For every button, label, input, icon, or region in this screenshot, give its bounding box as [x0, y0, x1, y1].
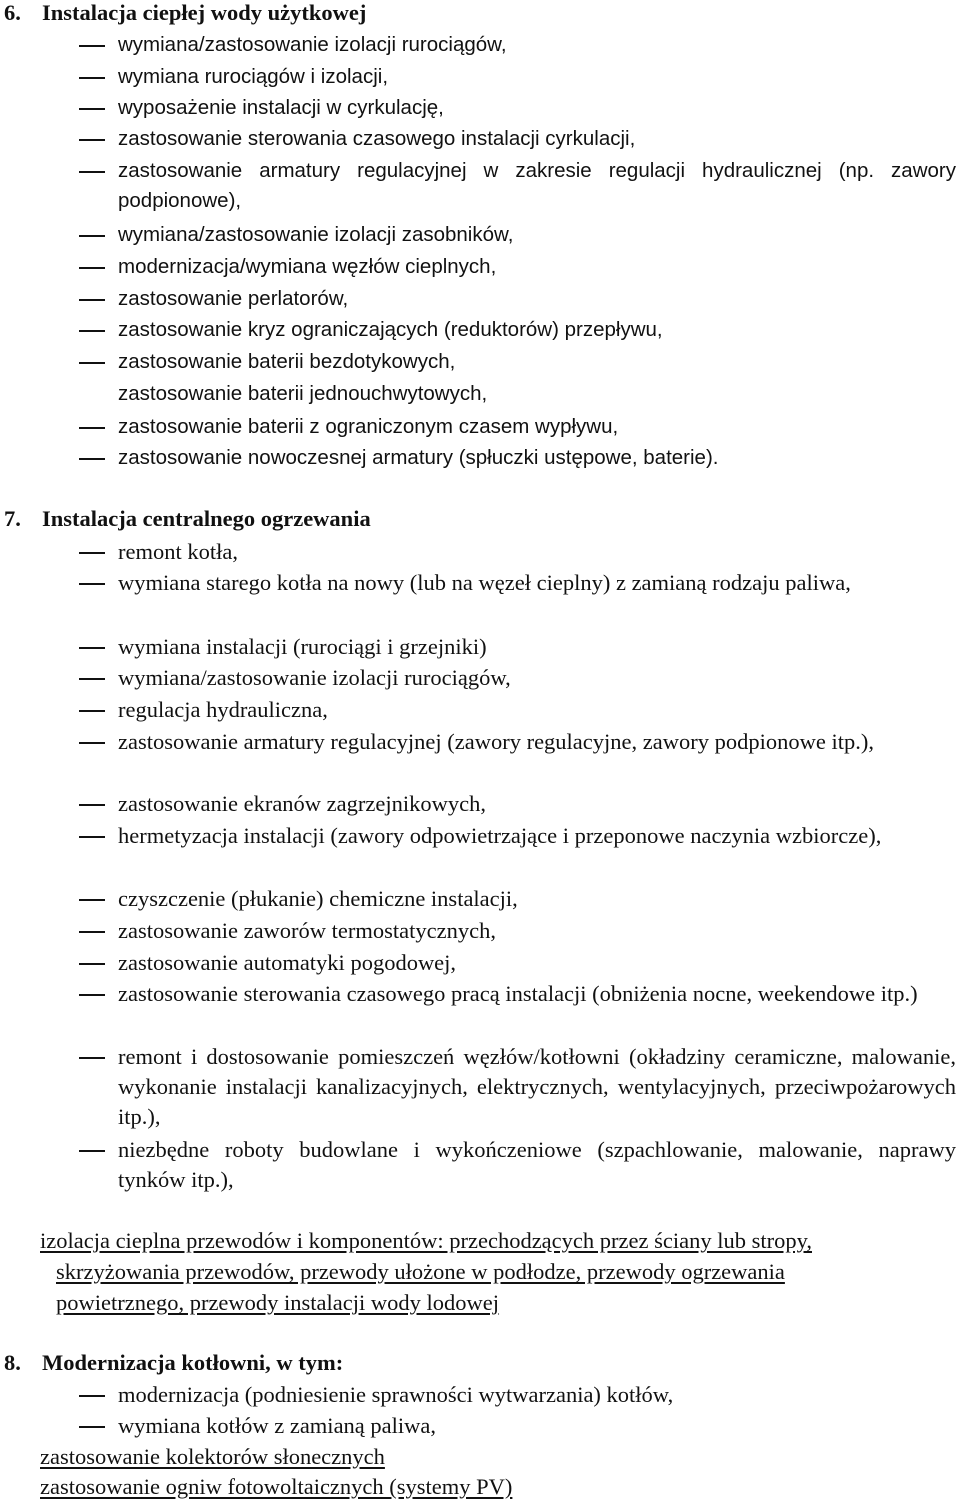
- section-title: Modernizacja kotłowni, w tym:: [42, 1350, 344, 1375]
- list-item: wymiana/zastosowanie izolacji zasobników,: [0, 220, 956, 250]
- list-item: wymiana/zastosowanie izolacji rurociągów,: [0, 663, 956, 693]
- section-7-heading: [0, 504, 371, 534]
- section-number: 7.: [4, 506, 21, 531]
- list-item: zastosowanie nowoczesnej armatury (spłuczki ustępowe, baterie).: [0, 443, 956, 473]
- dash-bullet-icon: [79, 899, 105, 901]
- list-item: wyposażenie instalacji w cyrkulację,: [0, 93, 956, 123]
- dash-bullet-icon: [79, 1057, 105, 1059]
- dash-bullet-icon: [79, 552, 105, 554]
- list-item: wymiana instalacji (rurociągi i grzejniki): [0, 632, 956, 662]
- dash-bullet-icon: [79, 108, 105, 110]
- dash-bullet-icon: [79, 330, 105, 332]
- dash-bullet-icon: [79, 742, 105, 744]
- dash-bullet-icon: [79, 931, 105, 933]
- dash-bullet-icon: [79, 299, 105, 301]
- dash-bullet-icon: [79, 77, 105, 79]
- insulation-note-line-1: izolacja cieplna przewodów i komponentów: przechodzących przez ściany lub stropy,: [40, 1228, 812, 1253]
- dash-bullet-icon: [79, 362, 105, 364]
- list-item: wymiana kotłów z zamianą paliwa,: [0, 1411, 956, 1441]
- extra-line-solar-collectors: zastosowanie kolektorów słonecznych: [40, 1444, 385, 1469]
- list-item: remont kotła,: [0, 537, 956, 567]
- dash-bullet-icon: [79, 1395, 105, 1397]
- list-item: modernizacja/wymiana węzłów cieplnych,: [0, 252, 956, 282]
- dash-bullet-icon: [79, 267, 105, 269]
- dash-bullet-icon: [79, 678, 105, 680]
- list-item: zastosowanie kryz ograniczających (reduktorów) przepływu,: [0, 315, 956, 345]
- dash-bullet-icon: [79, 1150, 105, 1152]
- section-6-heading: [0, 0, 366, 28]
- dash-bullet-icon: [79, 963, 105, 965]
- insulation-note-line-3: powietrznego, przewody instalacji wody lodowej: [56, 1290, 500, 1315]
- list-item: zastosowanie automatyki pogodowej,: [0, 948, 956, 978]
- list-item: wymiana starego kotła na nowy (lub na węzeł cieplny) z zamianą rodzaju paliwa,: [0, 568, 956, 598]
- dash-bullet-icon: [79, 139, 105, 141]
- section-number: 8.: [4, 1350, 21, 1375]
- dash-bullet-icon: [79, 235, 105, 237]
- list-item: zastosowanie baterii bezdotykowych,: [0, 347, 956, 377]
- dash-bullet-icon: [79, 171, 105, 173]
- list-item: zastosowanie perlatorów,: [0, 284, 956, 314]
- dash-bullet-icon: [79, 836, 105, 838]
- list-item: zastosowanie baterii z ograniczonym czasem wypływu,: [0, 412, 956, 442]
- list-item: zastosowanie sterowania czasowego pracą instalacji (obniżenia nocne, weekendowe itp.): [0, 979, 956, 1009]
- list-item: zastosowanie zaworów termostatycznych,: [0, 916, 956, 946]
- dash-bullet-icon: [79, 804, 105, 806]
- section-8-heading: [0, 1348, 343, 1378]
- dash-bullet-icon: [79, 45, 105, 47]
- insulation-note-line-2: skrzyżowania przewodów, przewody ułożone w podłodze, przewody ogrzewania: [56, 1259, 785, 1284]
- dash-bullet-icon: [79, 1426, 105, 1428]
- list-item: zastosowanie baterii jednouchwytowych,: [118, 382, 488, 405]
- section-number: 6.: [4, 0, 21, 25]
- list-item: remont i dostosowanie pomieszczeń węzłów/kotłowni (okładziny ceramiczne, malowanie, wykonanie instalacji kanalizacyjnych, elektrycznych, wentylacyjnych, przeciwpożarowych itp.),: [0, 1042, 956, 1132]
- dash-bullet-icon: [79, 710, 105, 712]
- dash-bullet-icon: [79, 458, 105, 460]
- dash-bullet-icon: [79, 427, 105, 429]
- list-item: wymiana rurociągów i izolacji,: [0, 62, 956, 92]
- dash-bullet-icon: [79, 994, 105, 996]
- extra-line-pv-cells: zastosowanie ogniw fotowoltaicznych (systemy PV): [40, 1474, 513, 1499]
- dash-bullet-icon: [79, 647, 105, 649]
- list-item: regulacja hydrauliczna,: [0, 695, 956, 725]
- list-item: zastosowanie ekranów zagrzejnikowych,: [0, 789, 956, 819]
- list-item: zastosowanie armatury regulacyjnej (zawory regulacyjne, zawory podpionowe itp.),: [0, 727, 956, 757]
- section-title: Instalacja centralnego ogrzewania: [42, 506, 371, 531]
- list-item: czyszczenie (płukanie) chemiczne instalacji,: [0, 884, 956, 914]
- list-item: modernizacja (podniesienie sprawności wytwarzania) kotłów,: [0, 1380, 956, 1410]
- list-item: zastosowanie sterowania czasowego instalacji cyrkulacji,: [0, 124, 956, 154]
- dash-bullet-icon: [79, 583, 105, 585]
- list-item: zastosowanie armatury regulacyjnej w zakresie regulacji hydraulicznej (np. zawory podpionowe),: [0, 156, 956, 216]
- list-item: niezbędne roboty budowlane i wykończeniowe (szpachlowanie, malowanie, naprawy tynków itp.),: [0, 1135, 956, 1195]
- list-item: wymiana/zastosowanie izolacji rurociągów,: [0, 30, 956, 60]
- section-title: Instalacja ciepłej wody użytkowej: [42, 0, 367, 25]
- list-item: hermetyzacja instalacji (zawory odpowietrzające i przeponowe naczynia wzbiorcze),: [0, 821, 956, 851]
